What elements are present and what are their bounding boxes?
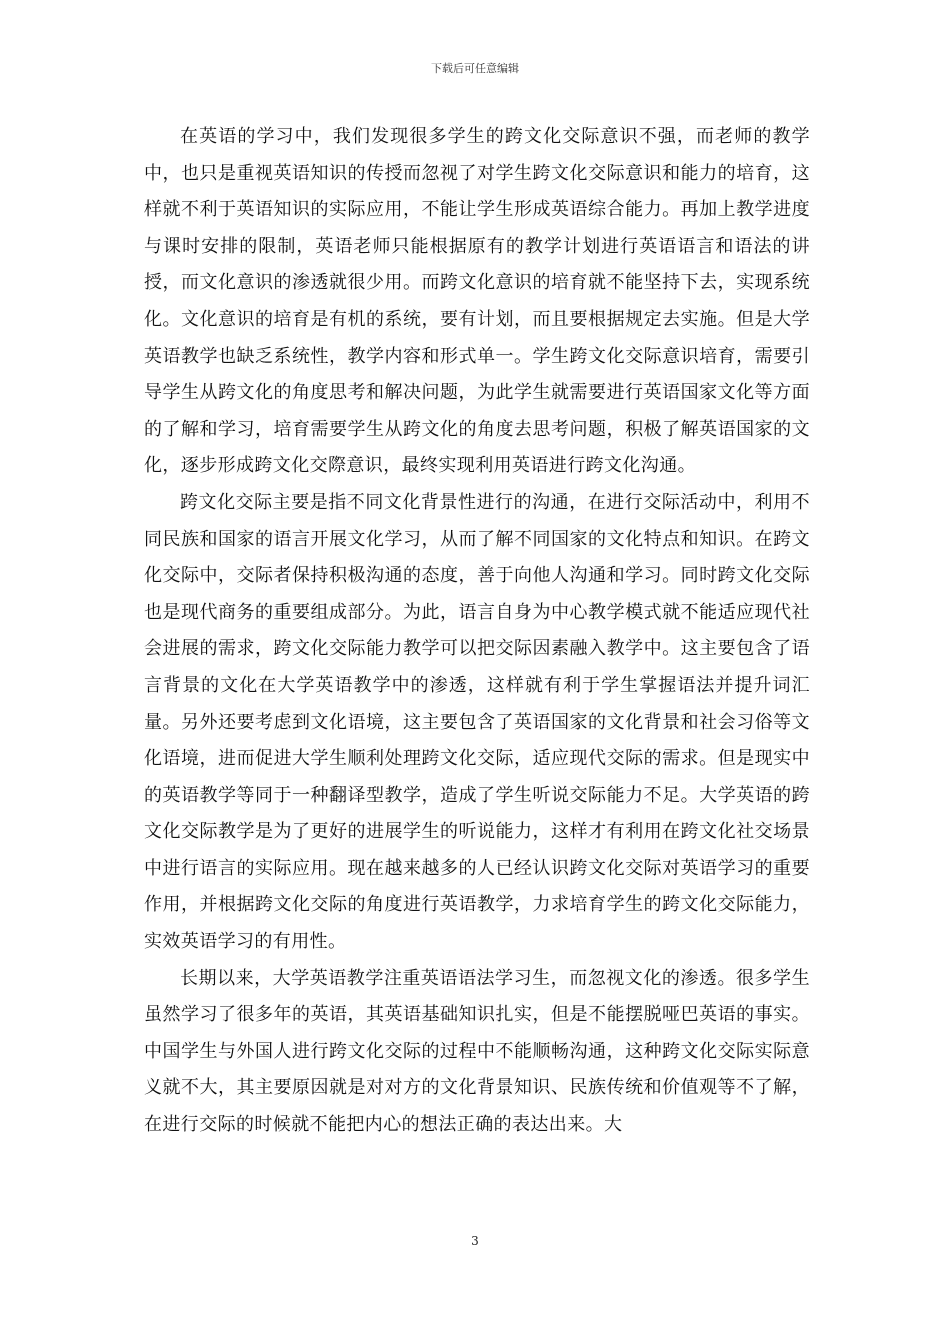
paragraph-1: 在英语的学习中，我们发现很多学生的跨文化交际意识不强，而老师的教学中，也只是重视英语知识的传授而忽视了对学生跨文化交际意识和能力的培育，这样就不利于英语知识的实际应用，不能让学生形成英语综合能力。再加上教学进度与课时安排的限制，英语老师只能根据原有的教学计划进行英语语言和语法的讲授，而文化意识的渗透就很少用。而跨文化意识的培育就不能坚持下去，实现系统化。文化意识的培育是有机的系统，要有计划，而且要根据规定去实施。但是大学英语教学也缺乏系统性，教学内容和形式单一。学生跨文化交际意识培育，需要引导学生从跨文化的角度思考和解决问题，为此学生就需要进行英语国家文化等方面的了解和学习，培育需要学生从跨文化的角度去思考问题，积极了解英语国家的文化，逐步形成跨文化交際意识，最终实现利用英语进行跨文化沟通。 (144, 126, 810, 477)
paragraph-3: 长期以来，大学英语教学注重英语语法学习生，而忽视文化的渗透。很多学生虽然学习了很多年的英语，其英语基础知识扎实，但是不能摆脱哑巴英语的事实。中国学生与外国人进行跨文化交际的过程中不能顺畅沟通，这种跨文化交际实际意义就不大，其主要原因就是对对方的文化背景知识、民族传统和价值观等不了解，在进行交际的时候就不能把内心的想法正确的表达出来。大 (144, 967, 810, 1136)
document-body (144, 119, 810, 1144)
paragraph-2: 跨文化交际主要是指不同文化背景性进行的沟通，在进行交际活动中，利用不同民族和国家的语言开展文化学习，从而了解不同国家的文化特点和知识。在跨文化交际中，交际者保持积极沟通的态度，善于向他人沟通和学习。同时跨文化交际也是现代商务的重要组成部分。为此，语言自身为中心教学模式就不能适应现代社会进展的需求，跨文化交际能力教学可以把交际因素融入教学中。这主要包含了语言背景的文化在大学英语教学中的渗透，这样就有利于学生掌握语法并提升词汇量。另外还要考虑到文化语境，这主要包含了英语国家的文化背景和社会习俗等文化语境，进而促进大学生顺利处理跨文化交际，适应现代交际的需求。但是现实中的英语教学等同于一种翻译型教学，造成了学生听说交际能力不足。大学英语的跨文化交际教学是为了更好的进展学生的听说能力，这样才有利用在跨文化社交场景中进行语言的实际应用。现在越来越多的人已经认识跨文化交际对英语学习的重要作用，并根据跨文化交际的角度进行英语教学，力求培育学生的跨文化交际能力，实效英语学习的有用性。 (144, 491, 810, 953)
page-number: 3 (471, 1234, 479, 1248)
page-header: 下载后可任意编辑 (431, 62, 519, 75)
